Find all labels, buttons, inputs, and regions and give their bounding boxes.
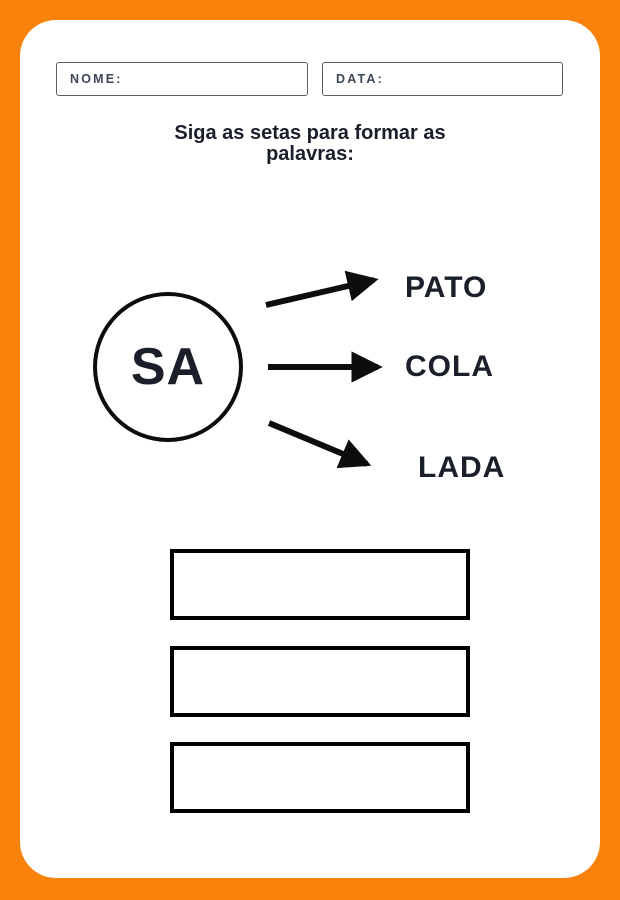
answer-box-2[interactable]: [170, 646, 470, 717]
answer-box-1[interactable]: [170, 549, 470, 620]
page-title-text: Siga as setas para formar as palavras:: [174, 122, 446, 165]
date-field[interactable]: [322, 62, 563, 96]
date-field-label: DATA:: [336, 72, 385, 86]
worksheet-card: [20, 20, 600, 878]
arrow-to-pato-icon: [266, 280, 374, 305]
name-field[interactable]: [56, 62, 308, 96]
word-cola: COLA: [405, 350, 494, 383]
answer-box-3[interactable]: [170, 742, 470, 813]
syllable-text: SA: [130, 338, 206, 396]
name-field-label: NOME:: [70, 72, 123, 86]
syllable-circle: [93, 292, 243, 442]
page-title: [20, 123, 600, 165]
arrow-to-lada-icon: [269, 423, 367, 464]
word-pato: PATO: [405, 271, 488, 304]
word-lada: LADA: [418, 451, 506, 484]
